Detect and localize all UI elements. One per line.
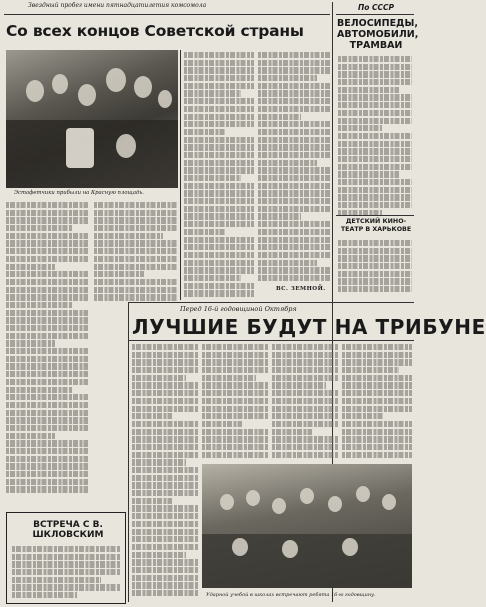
header-kicker: Звездный пробег имени пятнадцатилетия комсомола (28, 2, 207, 9)
feature-bottom-rule (128, 340, 414, 341)
article-column-3 (184, 52, 254, 300)
sidebar-rule (336, 215, 414, 216)
main-headline: Со всех концов Советской страны (6, 22, 304, 40)
feature-headline: ЛУЧШИЕ БУДУТ НА ТРИБУНЕ (132, 315, 486, 339)
sidebar-tag: По СССР (357, 3, 395, 12)
article-signature: ВС. ЗЕМНОЙ. (276, 286, 326, 292)
sidebar-headline: ВЕЛОСИПЕДЫ, АВТОМОБИЛИ, ТРАМВАИ (337, 18, 419, 51)
sidebar-subhead: ДЕТСКИЙ КИНО-ТЕАТР В ХАРЬКОВЕ (340, 218, 412, 233)
sidebar-column (338, 56, 412, 216)
main-photo-caption: Эстафетчики прибыли на Красную площадь. (14, 190, 144, 196)
feature-column-3 (272, 344, 338, 462)
feature-top-rule (128, 302, 414, 303)
bottom-photo-caption: Ударной учебой в школах встречают ребята 16-ю годовщину. (206, 592, 376, 598)
meeting-title: ВСТРЕЧА С В. ШКЛОВСКИМ (32, 520, 104, 540)
header-rule (4, 14, 330, 15)
column-rule (128, 302, 129, 602)
meeting-text (12, 546, 120, 600)
article-column-2 (94, 202, 178, 300)
sidebar-column-2 (338, 240, 412, 300)
sidebar-rule (336, 14, 414, 15)
article-column-4 (258, 52, 330, 284)
article-column-1 (6, 202, 88, 492)
feature-column-4 (342, 344, 412, 462)
feature-kicker: Перед 16-й годовщиной Октября (180, 305, 297, 313)
feature-column-2 (202, 344, 268, 462)
bottom-photo (202, 464, 412, 588)
main-photo (6, 50, 178, 188)
feature-column-1 (132, 344, 198, 602)
column-rule (180, 50, 181, 300)
